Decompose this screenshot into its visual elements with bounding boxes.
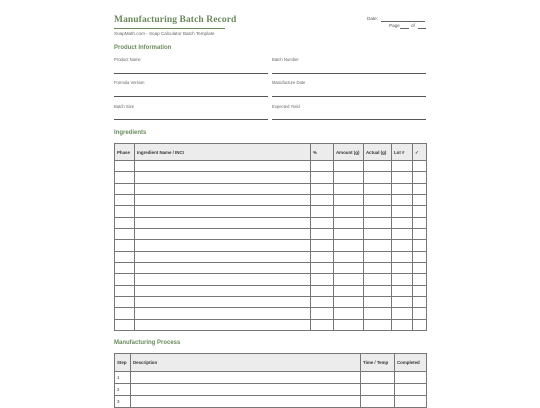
- step-description-cell[interactable]: [131, 372, 361, 384]
- ingredient-name-cell[interactable]: [135, 172, 311, 183]
- manufacture-date-label: Manufacture Date: [272, 80, 306, 85]
- column-header-ingredient: Ingredient Name / INCI: [135, 144, 311, 161]
- step-time-temp-cell[interactable]: [361, 396, 395, 408]
- batch-size-label: Batch Size: [114, 104, 135, 109]
- lot-cell[interactable]: [392, 297, 413, 308]
- column-header-time-temp: Time / Temp: [361, 354, 395, 372]
- amount-cell[interactable]: [334, 274, 364, 285]
- lot-cell[interactable]: [392, 195, 413, 206]
- step-time-temp-cell[interactable]: [361, 384, 395, 396]
- phase-cell[interactable]: [115, 274, 135, 285]
- ingredient-name-cell[interactable]: [135, 206, 311, 217]
- actual-cell[interactable]: [364, 308, 392, 319]
- phase-cell[interactable]: [115, 172, 135, 183]
- ingredient-row: [115, 195, 427, 206]
- page-number-line: [400, 28, 409, 29]
- column-header-actual: Actual (g): [364, 144, 392, 161]
- product-name-line[interactable]: [114, 73, 268, 74]
- phase-cell[interactable]: [115, 297, 135, 308]
- ingredient-row: [115, 251, 427, 262]
- amount-cell[interactable]: [334, 195, 364, 206]
- actual-cell[interactable]: [364, 161, 392, 172]
- ingredient-name-cell[interactable]: [135, 217, 311, 228]
- check-cell[interactable]: [413, 308, 427, 319]
- step-number: 2: [115, 384, 131, 396]
- phase-cell[interactable]: [115, 217, 135, 228]
- check-cell[interactable]: [413, 183, 427, 194]
- check-cell[interactable]: [413, 161, 427, 172]
- ingredient-row: [115, 206, 427, 217]
- percent-cell[interactable]: [311, 285, 334, 296]
- lot-cell[interactable]: [392, 172, 413, 183]
- step-number: 1: [115, 372, 131, 384]
- step-description-cell[interactable]: [131, 396, 361, 408]
- column-header-description: Description: [131, 354, 361, 372]
- percent-cell[interactable]: [311, 308, 334, 319]
- ingredient-row: [115, 319, 427, 330]
- ingredients-heading: Ingredients: [114, 130, 147, 136]
- percent-cell[interactable]: [311, 319, 334, 330]
- actual-cell[interactable]: [364, 206, 392, 217]
- lot-cell[interactable]: [392, 240, 413, 251]
- ingredient-name-cell[interactable]: [135, 285, 311, 296]
- amount-cell[interactable]: [334, 319, 364, 330]
- ingredient-row: [115, 217, 427, 228]
- actual-cell[interactable]: [364, 217, 392, 228]
- ingredient-row: [115, 161, 427, 172]
- amount-cell[interactable]: [334, 229, 364, 240]
- lot-cell[interactable]: [392, 308, 413, 319]
- page-total-line: [418, 28, 426, 29]
- actual-cell[interactable]: [364, 195, 392, 206]
- phase-cell[interactable]: [115, 319, 135, 330]
- column-header-check: ✓: [413, 144, 427, 161]
- check-cell[interactable]: [413, 285, 427, 296]
- phase-cell[interactable]: [115, 308, 135, 319]
- date-label: Date:: [367, 16, 378, 21]
- percent-cell[interactable]: [311, 195, 334, 206]
- document-subtitle: SoapMath.com - Soap Calculator Batch Template: [114, 31, 215, 36]
- actual-cell[interactable]: [364, 285, 392, 296]
- actual-cell[interactable]: [364, 229, 392, 240]
- column-header-percent: %: [311, 144, 334, 161]
- phase-cell[interactable]: [115, 263, 135, 274]
- step-completed-cell[interactable]: [395, 396, 427, 408]
- formula-version-label: Formula Version: [114, 80, 145, 85]
- phase-cell[interactable]: [115, 285, 135, 296]
- ingredient-name-cell[interactable]: [135, 195, 311, 206]
- percent-cell[interactable]: [311, 229, 334, 240]
- phase-cell[interactable]: [115, 206, 135, 217]
- check-cell[interactable]: [413, 251, 427, 262]
- manufacturing-process-heading: Manufacturing Process: [114, 340, 181, 346]
- amount-cell[interactable]: [334, 240, 364, 251]
- phase-cell[interactable]: [115, 195, 135, 206]
- step-completed-cell[interactable]: [395, 372, 427, 384]
- lot-cell[interactable]: [392, 274, 413, 285]
- amount-cell[interactable]: [334, 206, 364, 217]
- lot-cell[interactable]: [392, 263, 413, 274]
- ingredients-table: [114, 143, 427, 331]
- check-cell[interactable]: [413, 217, 427, 228]
- column-header-amount: Amount (g): [334, 144, 364, 161]
- amount-cell[interactable]: [334, 285, 364, 296]
- batch-size-line[interactable]: [114, 119, 268, 120]
- check-cell[interactable]: [413, 297, 427, 308]
- ingredient-name-cell[interactable]: [135, 240, 311, 251]
- process-row: [115, 396, 427, 408]
- amount-cell[interactable]: [334, 308, 364, 319]
- amount-cell[interactable]: [334, 297, 364, 308]
- check-cell[interactable]: [413, 195, 427, 206]
- ingredient-row: [115, 263, 427, 274]
- ingredient-row: [115, 274, 427, 285]
- page-label: Page: [389, 23, 400, 28]
- actual-cell[interactable]: [364, 297, 392, 308]
- percent-cell[interactable]: [311, 263, 334, 274]
- column-header-lot: Lot #: [392, 144, 413, 161]
- check-cell[interactable]: [413, 206, 427, 217]
- lot-cell[interactable]: [392, 183, 413, 194]
- percent-cell[interactable]: [311, 206, 334, 217]
- page-of-label: of: [411, 23, 415, 28]
- ingredient-name-cell[interactable]: [135, 274, 311, 285]
- process-row: [115, 384, 427, 396]
- date-line: [381, 21, 425, 22]
- ingredient-name-cell[interactable]: [135, 251, 311, 262]
- percent-cell[interactable]: [311, 251, 334, 262]
- ingredient-name-cell[interactable]: [135, 308, 311, 319]
- phase-cell[interactable]: [115, 251, 135, 262]
- product-information-heading: Product Information: [114, 45, 172, 51]
- ingredient-row: [115, 229, 427, 240]
- ingredient-name-cell[interactable]: [135, 229, 311, 240]
- check-cell[interactable]: [413, 274, 427, 285]
- process-table: [114, 353, 427, 408]
- actual-cell[interactable]: [364, 263, 392, 274]
- ingredient-row: [115, 285, 427, 296]
- percent-cell[interactable]: [311, 297, 334, 308]
- lot-cell[interactable]: [392, 319, 413, 330]
- percent-cell[interactable]: [311, 161, 334, 172]
- step-number: 3: [115, 396, 131, 408]
- amount-cell[interactable]: [334, 217, 364, 228]
- ingredient-row: [115, 240, 427, 251]
- check-cell[interactable]: [413, 172, 427, 183]
- percent-cell[interactable]: [311, 183, 334, 194]
- step-time-temp-cell[interactable]: [361, 372, 395, 384]
- column-header-step: Step: [115, 354, 131, 372]
- lot-cell[interactable]: [392, 217, 413, 228]
- check-cell[interactable]: [413, 229, 427, 240]
- phase-cell[interactable]: [115, 183, 135, 194]
- column-header-completed: Completed: [395, 354, 427, 372]
- phase-cell[interactable]: [115, 229, 135, 240]
- ingredient-row: [115, 297, 427, 308]
- ingredient-name-cell[interactable]: [135, 161, 311, 172]
- amount-cell[interactable]: [334, 251, 364, 262]
- amount-cell[interactable]: [334, 172, 364, 183]
- amount-cell[interactable]: [334, 183, 364, 194]
- actual-cell[interactable]: [364, 183, 392, 194]
- document-title: Manufacturing Batch Record: [114, 15, 237, 25]
- lot-cell[interactable]: [392, 206, 413, 217]
- step-completed-cell[interactable]: [395, 384, 427, 396]
- step-description-cell[interactable]: [131, 384, 361, 396]
- lot-cell[interactable]: [392, 251, 413, 262]
- ingredient-name-cell[interactable]: [135, 263, 311, 274]
- check-cell[interactable]: [413, 263, 427, 274]
- lot-cell[interactable]: [392, 229, 413, 240]
- actual-cell[interactable]: [364, 251, 392, 262]
- actual-cell[interactable]: [364, 172, 392, 183]
- amount-cell[interactable]: [334, 263, 364, 274]
- expected-yield-label: Expected Yield: [272, 104, 300, 109]
- actual-cell[interactable]: [364, 274, 392, 285]
- actual-cell[interactable]: [364, 319, 392, 330]
- percent-cell[interactable]: [311, 217, 334, 228]
- expected-yield-line[interactable]: [272, 119, 426, 120]
- ingredient-row: [115, 308, 427, 319]
- formula-version-line[interactable]: [114, 96, 268, 97]
- check-cell[interactable]: [413, 319, 427, 330]
- ingredient-name-cell[interactable]: [135, 297, 311, 308]
- column-header-phase: Phase: [115, 144, 135, 161]
- percent-cell[interactable]: [311, 172, 334, 183]
- ingredient-row: [115, 172, 427, 183]
- ingredient-name-cell[interactable]: [135, 319, 311, 330]
- batch-number-line[interactable]: [272, 73, 426, 74]
- phase-cell[interactable]: [115, 240, 135, 251]
- phase-cell[interactable]: [115, 161, 135, 172]
- manufacture-date-line[interactable]: [272, 96, 426, 97]
- product-name-label: Product Name: [114, 57, 141, 62]
- title-underline: [114, 28, 225, 29]
- batch-number-label: Batch Number: [272, 57, 299, 62]
- actual-cell[interactable]: [364, 240, 392, 251]
- amount-cell[interactable]: [334, 161, 364, 172]
- lot-cell[interactable]: [392, 161, 413, 172]
- ingredient-name-cell[interactable]: [135, 183, 311, 194]
- percent-cell[interactable]: [311, 274, 334, 285]
- process-row: [115, 372, 427, 384]
- check-cell[interactable]: [413, 240, 427, 251]
- lot-cell[interactable]: [392, 285, 413, 296]
- percent-cell[interactable]: [311, 240, 334, 251]
- ingredient-row: [115, 183, 427, 194]
